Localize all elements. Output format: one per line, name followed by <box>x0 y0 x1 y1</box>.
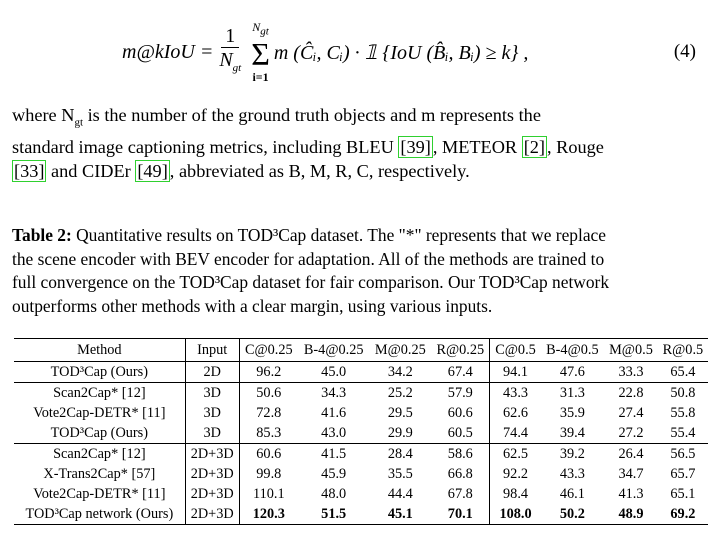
metric-cell: 74.4 <box>490 423 541 444</box>
input-cell: 3D <box>185 403 239 423</box>
metric-cell: 28.4 <box>387 445 413 462</box>
metric-cell: 41.6 <box>321 404 347 421</box>
metric-cell: 43.3 <box>559 465 585 482</box>
metric-cell: 45.9 <box>321 465 347 482</box>
equation-fraction <box>219 25 241 80</box>
citation-link[interactable]: [2] <box>523 136 546 157</box>
col-header: Method <box>14 339 185 362</box>
metric-cell: 66.8 <box>431 464 490 484</box>
method-cell: TOD³Cap (Ours) <box>14 362 185 383</box>
method-cell: TOD³Cap network (Ours) <box>14 504 185 524</box>
paragraph-line-2: standard image captioning metrics, including BLEU [39] , METEOR [2] , Rouge <box>12 136 604 157</box>
method-cell: Scan2Cap* [12] <box>14 383 185 404</box>
metric-cell: 70.1 <box>431 504 490 524</box>
caption-line-3: full convergence on the TOD³Cap dataset for fair comparison. Our TOD³Cap network <box>12 272 610 292</box>
metric-cell: 85.3 <box>239 423 298 444</box>
summation <box>251 20 270 84</box>
metric-cell: 22.8 <box>618 384 644 401</box>
col-header: B-4@0.25 <box>298 339 370 362</box>
metric-cell: 110.1 <box>252 485 285 502</box>
table-row <box>14 484 708 504</box>
col-header: M@0.25 <box>369 339 431 362</box>
metric-cell: 27.2 <box>604 423 658 444</box>
paragraph-line-3: [33] and CIDEr [49] , abbreviated as B, M, R, C, respectively. <box>14 160 470 181</box>
equation <box>122 20 528 84</box>
metric-cell: 44.4 <box>387 485 413 502</box>
equation-block <box>0 14 720 90</box>
table-row <box>14 464 708 484</box>
metric-cell: 57.9 <box>431 383 490 404</box>
metric-cell: 67.4 <box>431 362 490 383</box>
method-cell: Vote2Cap-DETR* [11] <box>14 484 185 504</box>
metric-cell: 46.1 <box>559 485 585 502</box>
metric-cell: 45.0 <box>298 362 370 383</box>
metric-cell: 60.5 <box>431 423 490 444</box>
metric-cell: 55.8 <box>670 404 696 421</box>
metric-cell: 120.3 <box>252 505 285 522</box>
metric-cell: 65.1 <box>670 485 696 502</box>
col-header: Input <box>185 339 239 362</box>
paragraph-line-1: where $N_{gt}$ is the number of the ground truth objects and m represents the <box>12 105 541 129</box>
metric-cell: 35.5 <box>387 465 413 482</box>
metric-cell: 65.7 <box>670 465 696 482</box>
metric-cell: 62.6 <box>503 404 529 421</box>
metric-cell: 34.7 <box>618 465 644 482</box>
metric-cell: 99.8 <box>256 465 282 482</box>
caption-line-2: the scene encoder with BEV encoder for adaptation. All of the methods are trained to <box>12 248 605 269</box>
metric-cell: 34.2 <box>369 362 431 383</box>
metric-cell: 92.2 <box>503 465 529 482</box>
metric-cell: 98.4 <box>503 485 529 502</box>
table-row <box>14 444 708 465</box>
input-cell: 2D+3D <box>185 484 239 504</box>
metric-cell: 41.5 <box>321 445 347 462</box>
input-cell: 2D+3D <box>185 444 239 465</box>
table-row <box>14 423 708 444</box>
input-cell: 2D+3D <box>185 464 239 484</box>
metric-cell: 25.2 <box>387 384 413 401</box>
metric-cell: 31.3 <box>559 384 585 401</box>
metric-cell: 67.8 <box>431 484 490 504</box>
metric-cell: 50.2 <box>559 505 585 522</box>
metric-cell: 48.9 <box>618 505 644 522</box>
col-header: R@0.5 <box>658 339 708 362</box>
method-cell: Scan2Cap* [12] <box>14 444 185 465</box>
col-header: M@0.5 <box>604 339 658 362</box>
results-table <box>14 338 708 525</box>
metric-cell: 58.6 <box>431 444 490 465</box>
metric-cell: 94.1 <box>490 362 541 383</box>
metric-cell: 34.3 <box>321 384 347 401</box>
metric-cell: 41.3 <box>618 485 644 502</box>
metric-cell: 60.6 <box>256 445 282 462</box>
metric-cell: 27.4 <box>618 404 644 421</box>
caption-label: Table 2: <box>12 225 72 245</box>
caption-line-1: Table 2: Quantitative results on TOD³Cap dataset. The "*" represents that we replace <box>12 225 606 245</box>
table-row <box>14 504 708 524</box>
metric-cell: 43.0 <box>298 423 370 444</box>
metric-cell: 26.4 <box>618 445 644 462</box>
sum-sigma: Σ <box>251 36 270 73</box>
table-row <box>14 383 708 404</box>
metric-cell: 50.6 <box>256 384 282 401</box>
metric-cell: 72.8 <box>256 404 282 421</box>
metric-cell: 39.4 <box>541 423 605 444</box>
body-paragraph <box>12 103 708 183</box>
metric-cell: 51.5 <box>321 505 347 522</box>
metric-cell: 62.5 <box>503 445 529 462</box>
input-cell: 3D <box>185 383 239 404</box>
metric-cell: 96.2 <box>239 362 298 383</box>
metric-cell: 69.2 <box>670 505 696 522</box>
metric-cell: 29.5 <box>387 404 413 421</box>
metric-cell: 55.4 <box>658 423 708 444</box>
input-cell: 2D+3D <box>185 504 239 524</box>
sum-lower-limit: i=1 <box>252 70 269 85</box>
method-cell: X-Trans2Cap* [57] <box>14 464 185 484</box>
metric-cell: 56.5 <box>670 445 696 462</box>
caption-line-4: outperforms other methods with a clear margin, using various inputs. <box>12 295 493 316</box>
citation-link[interactable]: [33] <box>14 160 45 181</box>
metric-cell: 108.0 <box>499 505 532 522</box>
equation-rhs: m (Ĉᵢ, Cᵢ) · 𝟙 {IoU (B̂ᵢ, Bᵢ) ≥ k} , <box>273 41 529 64</box>
fraction-denominator: $N_{gt}$ <box>219 48 242 74</box>
col-header: C@0.25 <box>239 339 298 362</box>
metric-cell: 45.1 <box>387 505 413 522</box>
col-header: R@0.25 <box>431 339 490 362</box>
metric-cell: 35.9 <box>559 404 585 421</box>
metric-cell: 65.4 <box>658 362 708 383</box>
metric-cell: 47.6 <box>541 362 605 383</box>
metric-cell: 50.8 <box>670 384 696 401</box>
citation-link[interactable]: [49] <box>137 160 168 181</box>
metric-cell: 48.0 <box>321 485 347 502</box>
col-header: B-4@0.5 <box>541 339 605 362</box>
method-cell: TOD³Cap (Ours) <box>14 423 185 444</box>
metric-cell: 60.6 <box>431 403 490 423</box>
fraction-numerator: 1 <box>221 25 239 48</box>
metric-cell: 43.3 <box>503 384 529 401</box>
citation-link[interactable]: [39] <box>400 136 431 157</box>
metric-cell: 29.9 <box>369 423 431 444</box>
table-header-row <box>14 339 708 362</box>
input-cell: 3D <box>185 423 239 444</box>
metric-cell: 39.2 <box>559 445 585 462</box>
input-cell: 2D <box>185 362 239 383</box>
method-cell: Vote2Cap-DETR* [11] <box>14 403 185 423</box>
col-header: C@0.5 <box>490 339 541 362</box>
equation-number: (4) <box>673 41 696 62</box>
metric-cell: 33.3 <box>604 362 658 383</box>
equation-lhs: m@kIoU = <box>122 40 214 63</box>
table-row <box>14 403 708 423</box>
sum-upper-limit: $N_{gt}$ <box>252 20 269 38</box>
table-caption <box>12 224 708 318</box>
table-row <box>14 362 708 383</box>
